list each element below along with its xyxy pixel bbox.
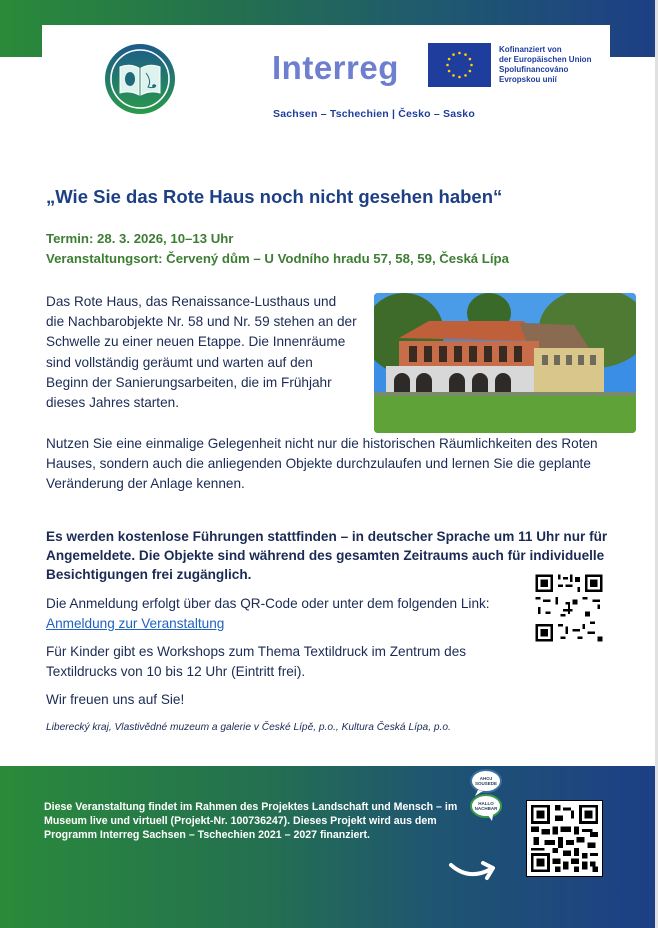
eu-flag-icon [428,43,491,87]
svg-text:SOUSEDE: SOUSEDE [474,781,498,786]
event-date: Termin: 28. 3. 2026, 10–13 Uhr [46,231,234,246]
welcome-text: Wir freuen uns auf Sie! [46,692,185,707]
red-house-photo [374,293,636,433]
eu-cofinanced-text [499,45,609,85]
svg-text:AHOJ: AHOJ [479,776,493,781]
event-title: „Wie Sie das Rote Haus noch nicht gesehen haben“ [46,186,503,207]
speech-bubbles-icon [466,767,506,823]
interreg-logo: Interreg [272,49,399,86]
footer-project-text: Diese Veranstaltung findet im Rahmen des Projektes Landschaft und Mensch – im Museum live und virtuell (Projekt-Nr. 100736247). Dieses Projekt wird aus dem Programm Interreg Sachsen – Tschechien 2021 – 2027 finanziert. [44,801,458,841]
program-name: Sachsen – Tschechien | Česko – Sasko [273,108,475,120]
registration-paragraph [46,594,526,634]
eu-text-line: Kofinanziert von [499,45,562,54]
eu-text-line: der Europäischen Union [499,55,592,64]
curved-arrow-icon [447,857,499,885]
qr-code-pattern [531,805,598,872]
eu-text-line: Evropskou unií [499,75,557,84]
registration-link[interactable]: Anmeldung zur Veranstaltung [46,616,225,632]
svg-text:NACHBAR: NACHBAR [474,806,498,811]
eu-text-line: Spolufinancováno [499,65,569,74]
event-meta [46,229,509,269]
kids-workshop-paragraph: Für Kinder gibt es Workshops zum Thema Textildruck im Zentrum des Textildrucks von 10 bis 12 Uhr (Eintritt frei). [46,644,467,680]
partners-line: Liberecký kraj, Vlastivědné muzeum a galerie v České Lípě, p.o., Kultura Česká Lípa, p.o. [46,722,451,733]
tours-paragraph: Es werden kostenlose Führungen stattfinden – in deutscher Sprache um 11 Uhr nur für Angemeldete. Die Objekte sind während des gesamten Zeitraums auch für individuelle Besichtigungen frei zugänglich. [46,529,608,582]
visit-paragraph: Nutzen Sie eine einmalige Gelegenheit nicht nur die historischen Räumlichkeiten des Roten Hauses, sondern auch die anliegenden Objekte durchzulaufen und lernen Sie die geplante Veränderung der Anlage kennen. [46,436,598,492]
project-qr-code[interactable] [526,800,603,877]
registration-text: Die Anmeldung erfolgt über das QR-Code oder unter dem folgenden Link: [46,596,490,611]
intro-paragraph: Das Rote Haus, das Renaissance-Lusthaus und die Nachbarobjekte Nr. 58 und Nr. 59 stehen an der Schwelle zu einer neuen Etappe. Die Innenräume sind vollständig geräumt und warten auf den Beginn der Sanierungsarbeiten, die im Frühjahr dieses Jahres starten. [46,294,357,411]
svg-text:HALLO: HALLO [478,801,494,806]
museum-book-logo-icon [104,43,176,115]
event-venue: Veranstaltungsort: Červený dům – U Vodního hradu 57, 58, 59, Česká Lípa [46,251,509,266]
registration-qr-code[interactable] [533,572,605,644]
